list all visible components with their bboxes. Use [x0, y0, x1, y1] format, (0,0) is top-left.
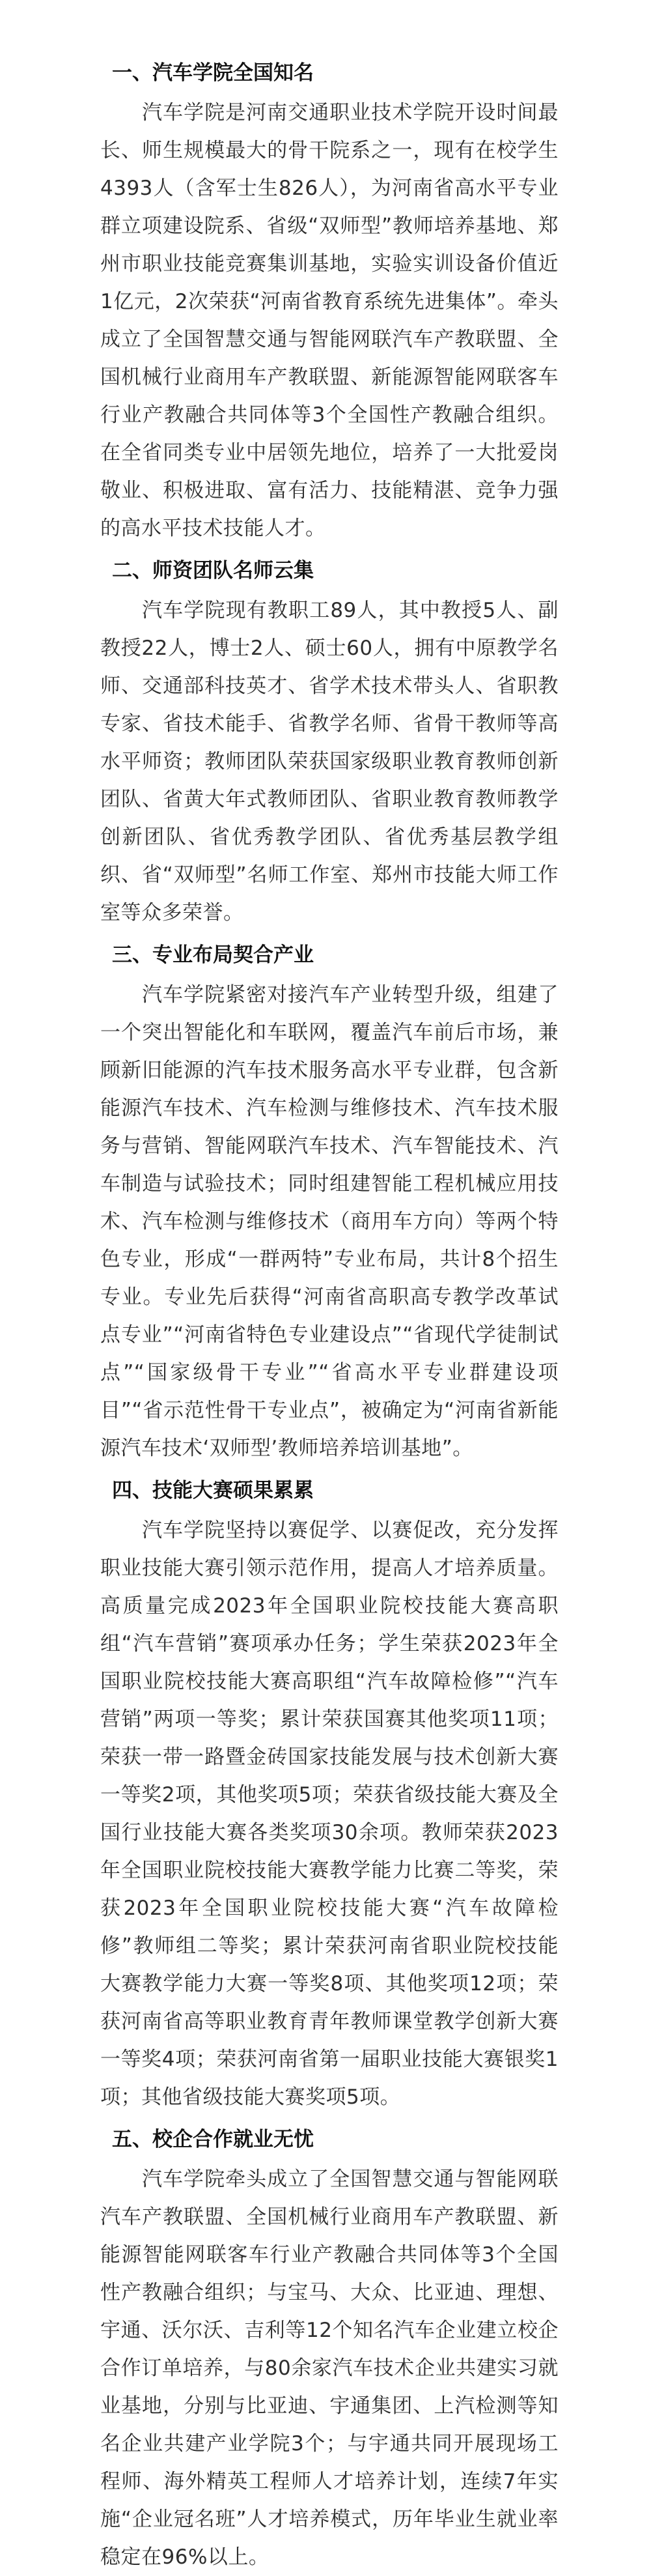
section-paragraph: 汽车学院是河南交通职业技术学院开设时间最长、师生规模最大的骨干院系之一，现有在校学生4393人（含军士生826人），为河南省高水平专业群立项建设院系、省级“双师型”教师培养基地、郑州市职业技能竞赛集训基地，实验实训设备价值近1亿元，2次荣获“河南省教育系统先进集体”。牵头成立了全国智慧交通与智能网联汽车产教联盟、全国机械行业商用车产教联盟、新能源智能网联客车行业产教融合共同体等3个全国性产教融合组织。在全省同类专业中居领先地位，培养了一大批爱岗敬业、积极进取、富有活力、技能精湛、竞争力强的高水平技术技能人才。: [100, 101, 559, 540]
section-paragraph: 汽车学院现有教职工89人，其中教授5人、副教授22人，博士2人、硕士60人，拥有中原教学名师、交通部科技英才、省学术技术带头人、省职教专家、省技术能手、省教学名师、省骨干教师等高水平师资；教师团队荣获国家级职业教育教师创新团队、省黄大年式教师团队、省职业教育教师教学创新团队、省优秀教学团队、省优秀基层教学组织、省“双师型”名师工作室、郑州市技能大师工作室等众多荣誉。: [100, 599, 559, 924]
section-school-enterprise: [100, 2124, 559, 2576]
section-national-reputation: [100, 57, 559, 547]
section-faculty: [100, 555, 559, 932]
section-majors: [100, 939, 559, 1467]
section-paragraph: 汽车学院紧密对接汽车产业转型升级，组建了一个突出智能化和车联网，覆盖汽车前后市场，兼顾新旧能源的汽车技术服务高水平专业群，包含新能源汽车技术、汽车检测与维修技术、汽车技术服务与营销、智能网联汽车技术、汽车智能技术、汽车制造与试验技术；同时组建智能工程机械应用技术、汽车检测与维修技术（商用车方向）等两个特色专业，形成“一群两特”专业布局，共计8个招生专业。专业先后获得“河南省高职高专教学改革试点专业”“河南省特色专业建设点”“省现代学徒制试点”“国家级骨干专业”“省高水平专业群建设项目”“省示范性骨干专业点”，被确定为“河南省新能源汽车技术‘双师型’教师培养培训基地”。: [100, 983, 559, 1460]
section-heading: 五、校企合作就业无忧: [112, 2128, 314, 2151]
section-heading: 二、师资团队名师云集: [112, 559, 314, 582]
section-heading: 四、技能大赛硕果累累: [112, 1479, 314, 1502]
section-heading: 一、汽车学院全国知名: [112, 61, 314, 85]
section-skills-competitions: [100, 1475, 559, 2116]
section-heading: 三、专业布局契合产业: [112, 943, 314, 967]
section-paragraph: 汽车学院坚持以赛促学、以赛促改，充分发挥职业技能大赛引领示范作用，提高人才培养质量。高质量完成2023年全国职业院校技能大赛高职组“汽车营销”赛项承办任务；学生荣获2023年全国职业院校技能大赛高职组“汽车故障检修”“汽车营销”两项一等奖；累计荣获国赛其他奖项11项；荣获一带一路暨金砖国家技能发展与技术创新大赛一等奖2项，其他奖项5项；荣获省级技能大赛及全国行业技能大赛各类奖项30余项。教师荣获2023年全国职业院校技能大赛教学能力比赛二等奖，荣获2023年全国职业院校技能大赛“汽车故障检修”教师组二等奖；累计荣获河南省职业院校技能大赛教学能力大赛一等奖8项、其他奖项12项；荣获河南省高等职业教育青年教师课堂教学创新大赛一等奖4项；荣获河南省第一届职业技能大赛银奖1项；其他省级技能大赛奖项5项。: [100, 1519, 559, 2109]
section-paragraph: 汽车学院牵头成立了全国智慧交通与智能网联汽车产教联盟、全国机械行业商用车产教联盟、新能源智能网联客车行业产教融合共同体等3个全国性产教融合组织；与宝马、大众、比亚迪、理想、宇通、沃尔沃、吉利等12个知名汽车企业建立校企合作订单培养，与80余家汽车技术企业共建实习就业基地，分别与比亚迪、宇通集团、上汽检测等知名企业共建产业学院3个；与宇通共同开展现场工程师、海外精英工程师人才培养计划，连续7年实施“企业冠名班”人才培养模式，历年毕业生就业率稳定在96%以上。: [100, 2168, 559, 2569]
